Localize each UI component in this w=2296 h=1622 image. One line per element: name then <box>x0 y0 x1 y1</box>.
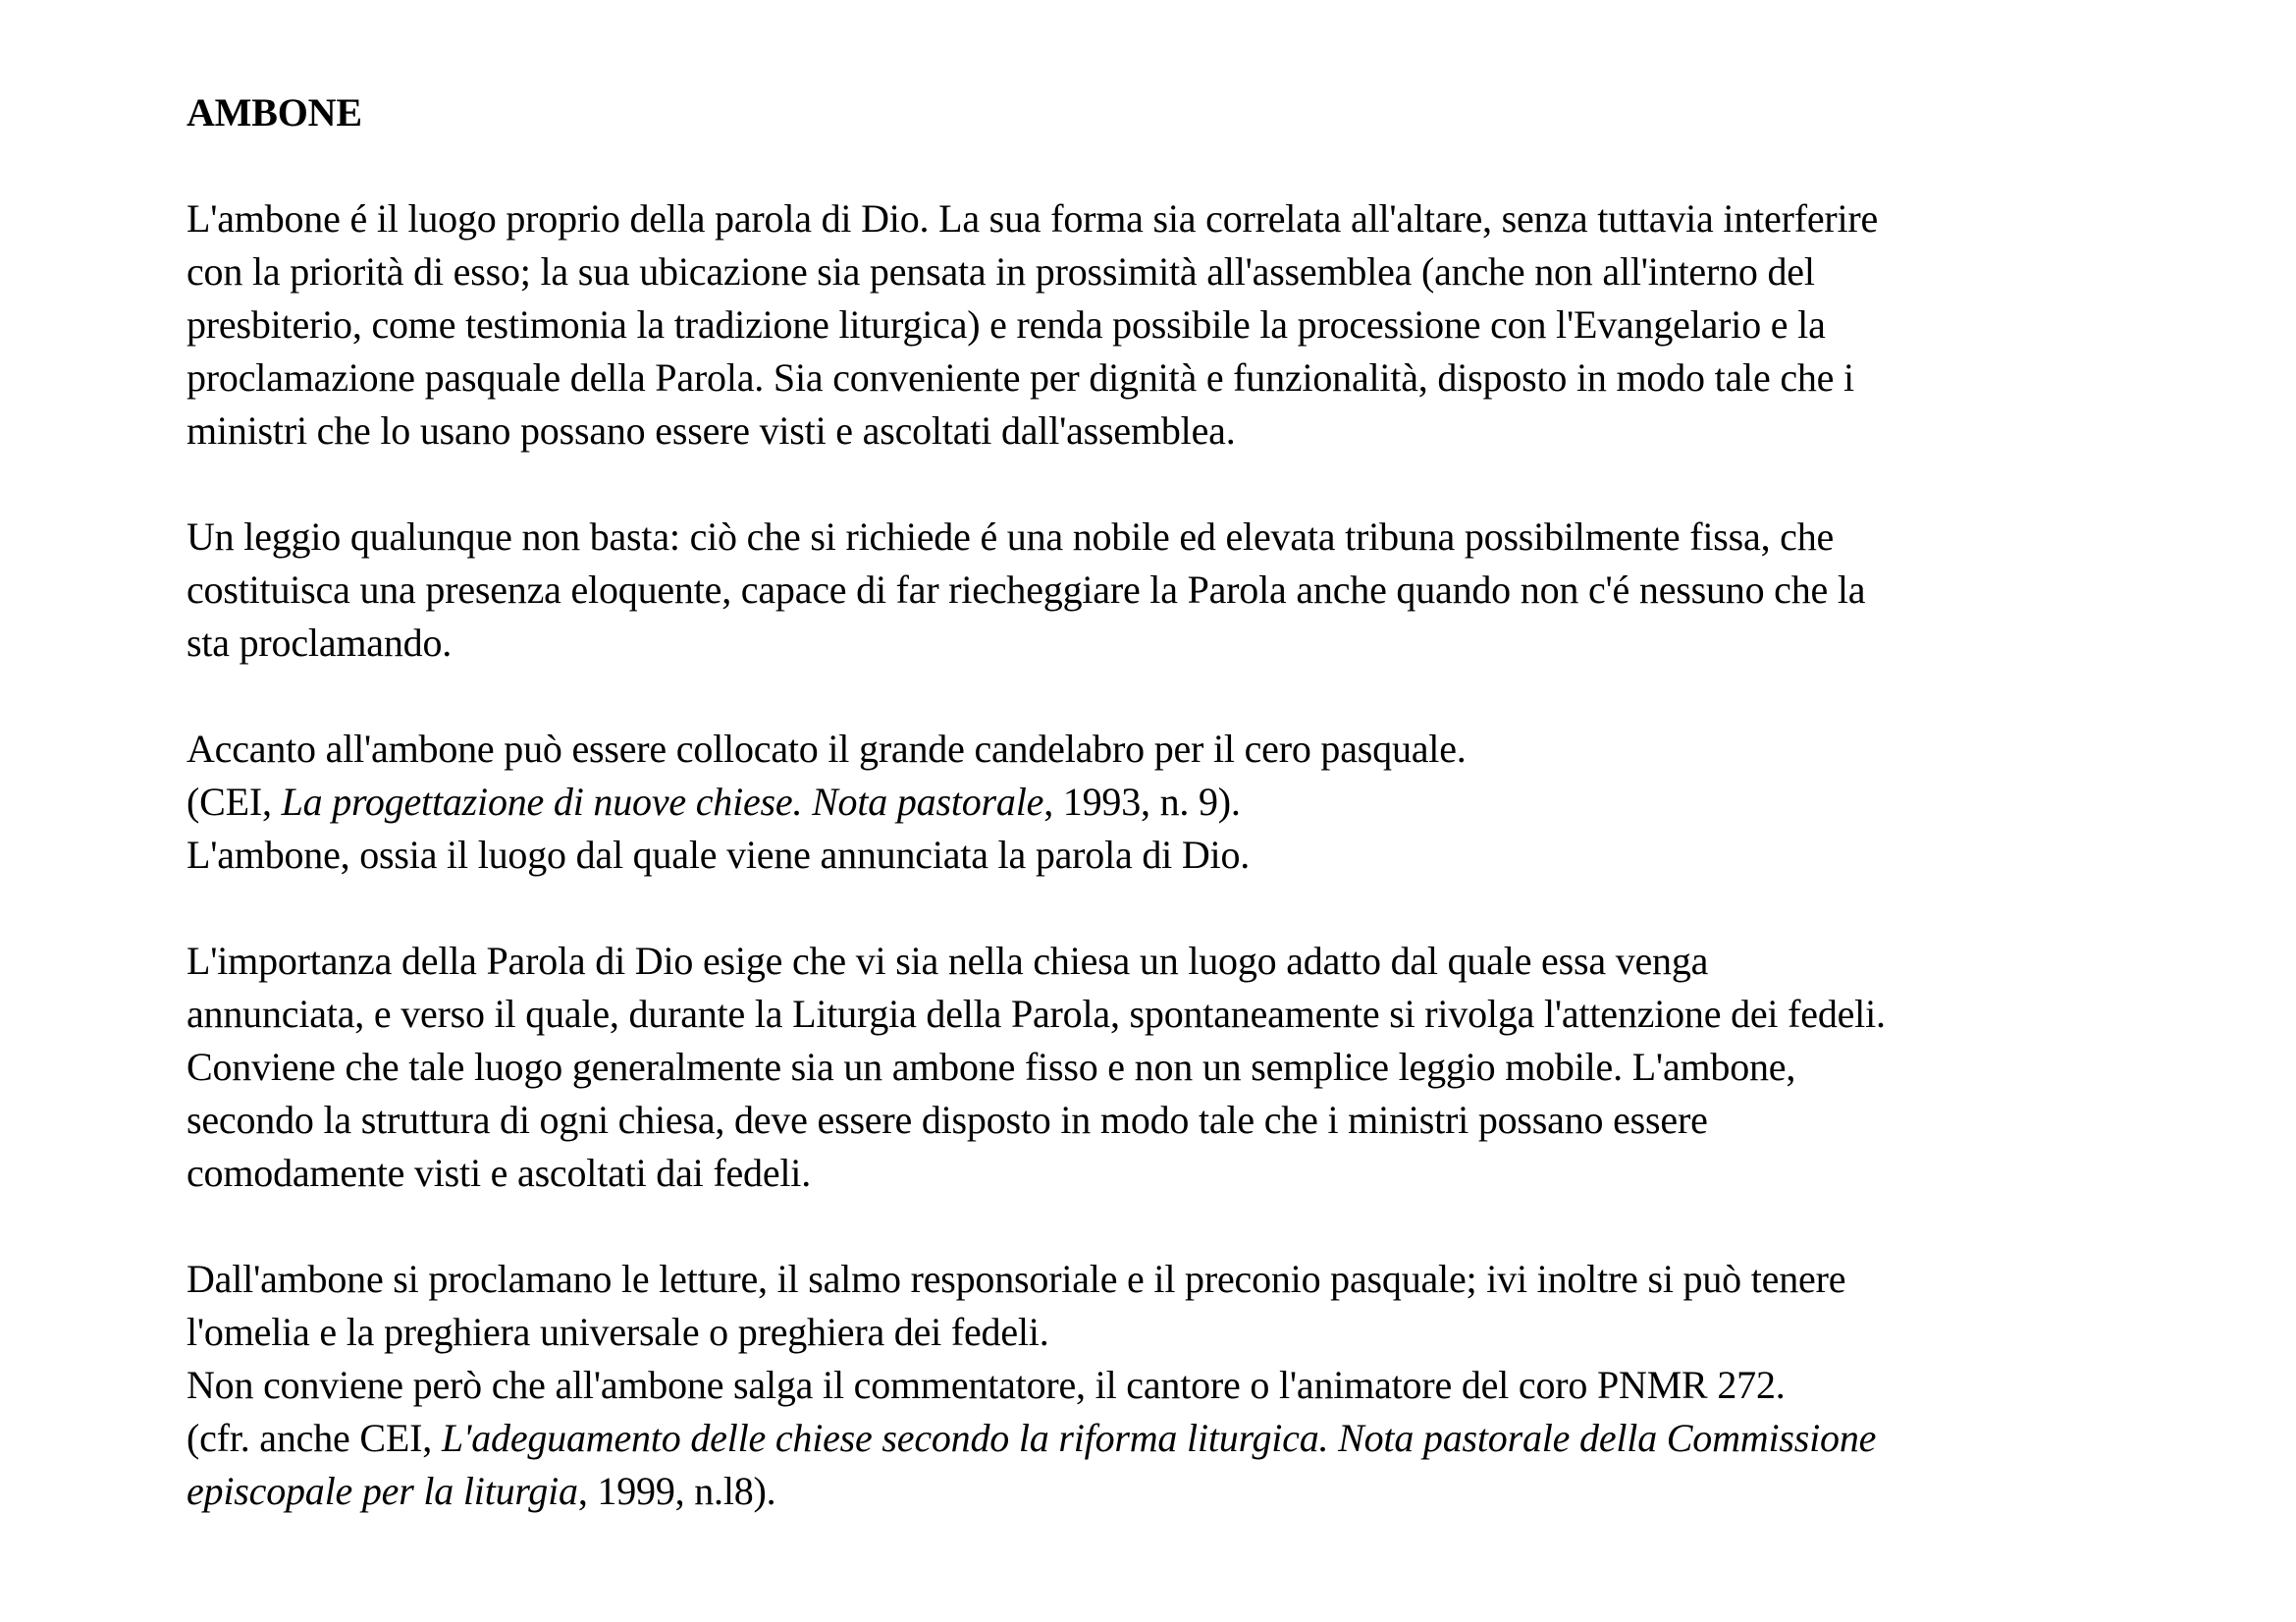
citation-prefix: (cfr. anche CEI, <box>187 1416 442 1460</box>
text-line: Accanto all'ambone può essere collocato il grande candelabro per il cero pasquale. <box>187 727 1467 771</box>
citation-line <box>187 776 2169 829</box>
text-line: sta proclamando. <box>187 621 453 665</box>
text-line: Dall'ambone si proclamano le letture, il salmo responsoriale e il preconio pasquale; ivi inoltre si può tenere <box>187 1257 1846 1301</box>
text-line: annunciata, e verso il quale, durante la Liturgia della Parola, spontaneamente si rivolga l'attenzione dei fedeli. <box>187 992 1886 1036</box>
text-line: proclamazione pasquale della Parola. Sia conveniente per dignità e funzionalità, disposto in modo tale che i <box>187 355 1854 400</box>
citation-prefix: (CEI, <box>187 780 282 824</box>
document-body <box>187 86 2169 1518</box>
citation-title-continued: episcopale per la liturgia <box>187 1469 578 1513</box>
text-line: presbiterio, come testimonia la tradizione liturgica) e renda possibile la processione con l'Evangelario e la <box>187 302 1826 347</box>
text-line: Un leggio qualunque non basta: ciò che si richiede é una nobile ed elevata tribuna possibilmente fissa, che <box>187 514 1835 559</box>
text-line: L'importanza della Parola di Dio esige che vi sia nella chiesa un luogo adatto dal quale essa venga <box>187 939 1709 983</box>
text-line: Non conviene però che all'ambone salga il commentatore, il cantore o l'animatore del coro PNMR 272. <box>187 1363 1786 1407</box>
text-line: l'omelia e la preghiera universale o preghiera dei fedeli. <box>187 1310 1049 1354</box>
citation-suffix: , 1993, n. 9). <box>1043 780 1241 824</box>
text-line: ministri che lo usano possano essere visti e ascoltati dall'assemblea. <box>187 408 1236 453</box>
citation-line <box>187 1412 2169 1465</box>
citation-line <box>187 1465 2169 1518</box>
document-title: AMBONE <box>187 90 362 135</box>
paragraph-3 <box>187 723 2169 882</box>
paragraph-5 <box>187 1253 2169 1518</box>
paragraph-4 <box>187 935 2169 1200</box>
text-line: Conviene che tale luogo generalmente sia un ambone fisso e non un semplice leggio mobile. L'ambone, <box>187 1045 1796 1089</box>
text-line: L'ambone, ossia il luogo dal quale viene annunciata la parola di Dio. <box>187 833 1251 877</box>
citation-title: La progettazione di nuove chiese. Nota pastorale <box>281 780 1044 824</box>
paragraph-1 <box>187 192 2169 458</box>
citation-suffix: , 1999, n.l8). <box>577 1469 776 1513</box>
citation-title: L'adeguamento delle chiese secondo la riforma liturgica. Nota pastorale della Commissione <box>441 1416 1877 1460</box>
text-line: secondo la struttura di ogni chiesa, deve essere disposto in modo tale che i ministri possano essere <box>187 1098 1708 1142</box>
text-line: comodamente visti e ascoltati dai fedeli. <box>187 1151 812 1195</box>
text-line: L'ambone é il luogo proprio della parola di Dio. La sua forma sia correlata all'altare, senza tuttavia interferire <box>187 196 1879 241</box>
paragraph-2 <box>187 511 2169 670</box>
text-line: con la priorità di esso; la sua ubicazione sia pensata in prossimità all'assemblea (anche non all'interno del <box>187 249 1815 294</box>
text-line: costituisca una presenza eloquente, capace di far riecheggiare la Parola anche quando non c'é nessuno che la <box>187 568 1866 612</box>
